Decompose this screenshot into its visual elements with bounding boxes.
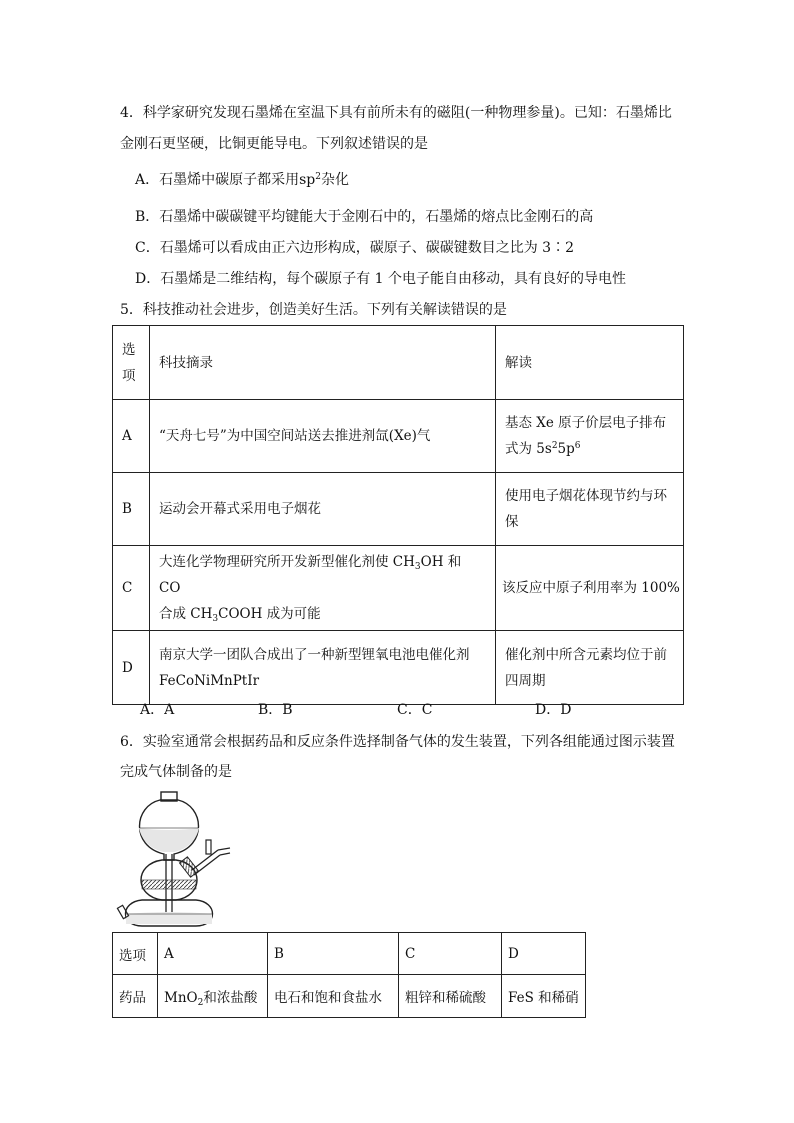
q5-row-a-interp-line2: 式为 5s bbox=[505, 441, 552, 457]
q5-choice-d[interactable]: D．D bbox=[535, 702, 572, 718]
q5-choice-a[interactable]: A．A bbox=[140, 702, 175, 718]
q5-row-a-sup2: 6 bbox=[574, 441, 581, 451]
q4-stem-line2: 金刚石更坚硬，比铜更能导电。下列叙述错误的是 bbox=[120, 136, 428, 152]
q5-row-a-interpretation bbox=[496, 400, 684, 473]
table-row bbox=[113, 631, 684, 705]
q5-row-c-excerpt-line1: 大连化学物理研究所开发新型催化剂使 CH bbox=[159, 554, 415, 570]
table-row bbox=[113, 975, 586, 1018]
q5-header-option bbox=[113, 326, 150, 400]
q5-row-c-sub1: 3 bbox=[414, 562, 421, 572]
q5-header-option-line2: 项 bbox=[122, 367, 136, 384]
q5-header-row bbox=[113, 326, 684, 400]
q6-cell-d: FeS 和稀硝 bbox=[502, 975, 586, 1018]
q5-row-c-sub2: 3 bbox=[212, 614, 219, 624]
upper-liquid bbox=[139, 828, 199, 852]
q5-row-b-interp-line2: 保 bbox=[505, 514, 519, 530]
table-row bbox=[113, 400, 684, 473]
q4-option-d: D．石墨烯是二维结构，每个碳原子有 1 个电子能自由移动，具有良好的导电性 bbox=[135, 271, 627, 287]
q5-row-b-excerpt: 运动会开幕式采用电子烟花 bbox=[150, 473, 496, 546]
q6-cell-a-sub: 2 bbox=[197, 998, 204, 1008]
q6-header-b: B bbox=[268, 933, 399, 975]
q5-row-b-interpretation bbox=[496, 473, 684, 546]
q6-stem-line2: 完成气体制备的是 bbox=[120, 764, 232, 780]
q5-row-c-option: C bbox=[113, 546, 150, 631]
q5-row-d-option: D bbox=[113, 631, 150, 705]
q4-option-a-sup: 2 bbox=[315, 172, 321, 182]
q6-header-a: A bbox=[158, 933, 268, 975]
q6-cell-a bbox=[158, 975, 268, 1018]
q4-option-a-suffix: 杂化 bbox=[321, 172, 349, 188]
q4-option-a-text: A．石墨烯中碳原子都采用sp bbox=[135, 172, 316, 188]
q5-row-d-interp-line1: 催化剂中所含元素均位于前 bbox=[505, 646, 667, 663]
q5-header-option-line1: 选 bbox=[122, 341, 136, 358]
q5-row-b-interp-line1: 使用电子烟花体现节约与环 bbox=[505, 488, 667, 504]
q6-header-label: 选项 bbox=[113, 933, 158, 975]
q5-row-a-excerpt: “天舟七号”为中国空间站送去推进剂氙(Xe)气 bbox=[150, 400, 496, 473]
q6-stem-line1: 6．实验室通常会根据药品和反应条件选择制备气体的发生装置，下列各组能通过图示装置 bbox=[120, 734, 675, 750]
q5-stem: 5．科技推动社会进步，创造美好生活。下列有关解读错误的是 bbox=[120, 302, 507, 318]
q5-row-d-excerpt bbox=[150, 631, 496, 705]
q5-choice-b[interactable]: B．B bbox=[258, 702, 293, 718]
q5-row-a-option: A bbox=[113, 400, 150, 473]
q5-row-d-excerpt-line2: FeCoNiMnPtIr bbox=[159, 672, 260, 689]
q5-row-c-excerpt-line2-end: COOH 成为可能 bbox=[218, 606, 321, 622]
q6-cell-b: 电石和饱和食盐水 bbox=[268, 975, 399, 1018]
q4-option-a bbox=[135, 170, 349, 190]
q5-row-c-interpretation: 该反应中原子利用率为 100% bbox=[496, 546, 684, 631]
q6-cell-a-text: 和浓盐酸 bbox=[203, 990, 258, 1006]
q6-cell-a-formula: MnO bbox=[164, 990, 198, 1006]
q5-row-d-interpretation bbox=[496, 631, 684, 705]
q5-row-b-option: B bbox=[113, 473, 150, 546]
q5-header-interpretation: 解读 bbox=[496, 326, 684, 400]
q5-header-excerpt: 科技摘录 bbox=[150, 326, 496, 400]
q5-choice-c[interactable]: C．C bbox=[397, 702, 433, 718]
q4-option-b: B．石墨烯中碳碳键平均键能大于金刚石中的，石墨烯的熔点比金刚石的高 bbox=[135, 209, 594, 225]
q6-table bbox=[112, 932, 586, 1018]
table-row bbox=[113, 546, 684, 631]
q5-row-a-interp-mid: 5p bbox=[557, 441, 575, 457]
q6-row-label: 药品 bbox=[113, 975, 158, 1018]
solid-reagent bbox=[142, 880, 196, 889]
q5-row-d-interp-line2: 四周期 bbox=[505, 672, 546, 689]
table-row bbox=[113, 473, 684, 546]
table-row bbox=[113, 933, 586, 975]
q4-option-c: C．石墨烯可以看成由正六边形构成，碳原子、碳碳键数目之比为 3∶2 bbox=[135, 240, 574, 256]
q5-table bbox=[112, 325, 684, 705]
q5-row-d-excerpt-line1: 南京大学一团队合成出了一种新型锂氧电池电催化剂 bbox=[159, 646, 470, 663]
q5-row-c-excerpt-line1-end: OH 和 CO bbox=[159, 554, 462, 596]
q5-row-c-excerpt-line2: 合成 CH bbox=[159, 606, 213, 622]
q5-row-c-excerpt bbox=[150, 546, 496, 631]
q6-header-d: D bbox=[502, 933, 586, 975]
q5-row-a-interp-line1: 基态 Xe 原子价层电子排布 bbox=[505, 415, 667, 431]
kipp-apparatus-figure bbox=[112, 788, 232, 928]
q6-header-c: C bbox=[399, 933, 502, 975]
q6-cell-c: 粗锌和稀硫酸 bbox=[399, 975, 502, 1018]
q5-row-a-sup1: 2 bbox=[551, 441, 558, 451]
q4-stem-line1: 4．科学家研究发现石墨烯在室温下具有前所未有的磁阻(一种物理参量)。已知：石墨烯比 bbox=[120, 105, 672, 121]
